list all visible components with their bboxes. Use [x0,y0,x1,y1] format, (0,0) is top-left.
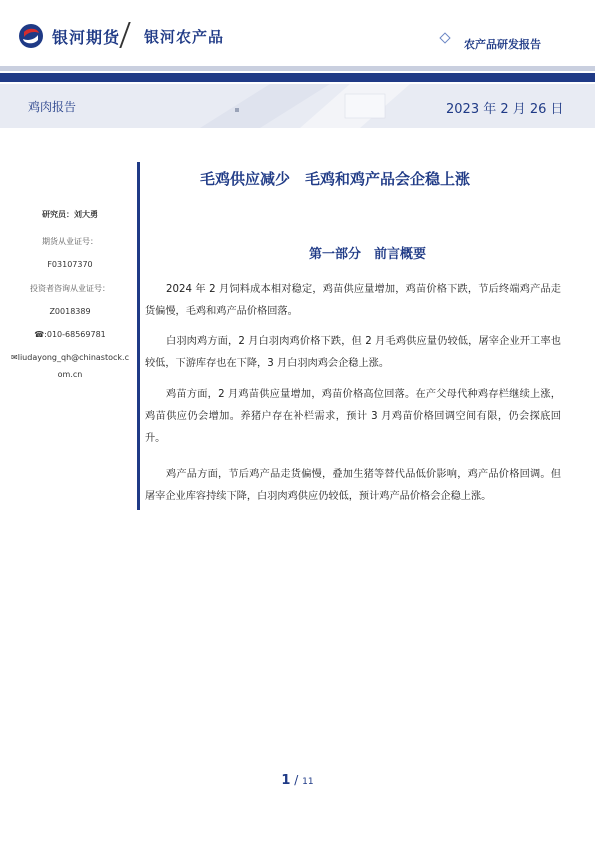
page-header [0,0,595,66]
analyst-email-line1[interactable]: ✉liudayong_qh@chinastock.c [11,353,129,362]
current-page: 1 [281,773,291,788]
analyst-email-line2[interactable]: om.cn [57,370,83,379]
paragraph: 鸡产品方面，节后鸡产品走货偏慢，叠加生猪等替代品低价影响，鸡产品价格回调。但屠宰企业库容持续下降，白羽肉鸡供应仍较低，预计鸡产品价格会企稳上涨。 [145,469,561,502]
brand-divider [119,22,130,48]
brand-name: 银河期货 [52,28,121,47]
sub-brand-name: 银河农产品 [144,28,225,46]
section-title: 第一部分 前言概要 [308,247,426,262]
report-date: 2023 年 2 月 26 日 [446,102,564,117]
page-separator: / [294,773,299,787]
sidebar-divider [137,162,140,510]
report-type: 农产品研发报告 [464,38,541,51]
analyst-phone: ☎:010-68569781 [34,330,106,339]
page-number [0,773,595,788]
header-stripe-dark [0,73,595,82]
paragraph: 鸡苗方面，2 月鸡苗供应量增加，鸡苗价格高位回落。在产父母代种鸡存栏继续上涨，鸡苗供应仍会增加。养猪户存在补栏需求，预计 3 月鸡苗价格回调空间有限，仍会探底回升。 [145,389,561,444]
paragraph: 2024 年 2 月饲料成本相对稳定，鸡苗供应量增加，鸡苗价格下跌，节后终端鸡产品走货偏慢，毛鸡和鸡产品价格回落。 [145,284,561,317]
galaxy-logo-icon [18,23,44,49]
paragraph: 白羽肉鸡方面，2 月白羽肉鸡价格下跌，但 2 月毛鸡供应量仍较低，屠宰企业开工率也较低，下游库存也在下降，3 月白羽肉鸡会企稳上涨。 [145,336,561,369]
report-category: 鸡肉报告 [28,100,77,114]
advisory-cert-number: Z0018389 [49,307,91,316]
futures-cert-label: 期货从业证号： [42,237,98,246]
header-stripe-light [0,66,595,71]
document-title: 毛鸡供应减少 毛鸡和鸡产品会企稳上涨 [199,170,470,188]
futures-cert-number: F03107370 [47,260,93,269]
total-pages: 11 [302,777,314,787]
advisory-cert-label: 投资者咨询从业证号： [30,284,110,293]
banner-decoration-icon [180,84,480,128]
analyst-name: 研究员：刘大勇 [42,210,98,219]
diamond-icon [439,32,450,43]
